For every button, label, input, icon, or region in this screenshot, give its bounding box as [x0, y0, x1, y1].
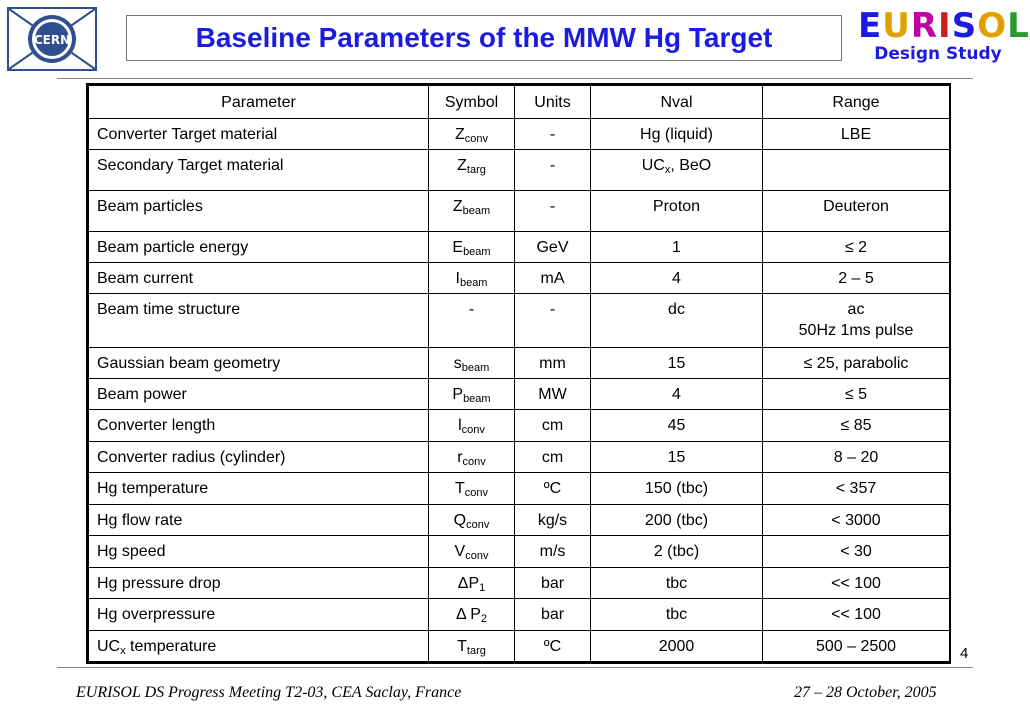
table-row: [89, 536, 950, 568]
symbol-main: Z: [454, 126, 465, 143]
symbol-main: s: [453, 355, 462, 372]
cell-parameter: Beam power: [89, 379, 429, 410]
cell-units: cm: [515, 410, 591, 442]
cell-parameter: Beam time structure: [89, 294, 429, 348]
cell-symbol: [429, 232, 515, 263]
cell-nval: 15: [591, 442, 763, 473]
symbol-main: T: [457, 638, 467, 655]
table-row: [89, 442, 950, 473]
eurisol-letter: R: [910, 6, 939, 46]
symbol-subscript: beam: [462, 205, 491, 217]
table-row: [89, 631, 950, 662]
cell-range: 2 – 5: [763, 263, 950, 294]
table-row: [89, 119, 950, 150]
cell-units: MW: [515, 379, 591, 410]
cell-parameter: Hg temperature: [89, 473, 429, 505]
cell-symbol: [429, 505, 515, 536]
cell-nval: dc: [591, 294, 763, 348]
symbol-main: ΔP: [457, 575, 480, 592]
cell-parameter: Hg pressure drop: [89, 568, 429, 599]
table-row: [89, 150, 950, 191]
cell-nval: 2000: [591, 631, 763, 662]
footer-event: EURISOL DS Progress Meeting T2-03, CEA Saclay, France: [76, 684, 462, 701]
cell-symbol: [429, 599, 515, 631]
cell-parameter: Hg flow rate: [89, 505, 429, 536]
cell-range: ≤ 85: [763, 410, 950, 442]
table-row: [89, 191, 950, 232]
cell-symbol: [429, 473, 515, 505]
table-row: [89, 410, 950, 442]
table-row: [89, 379, 950, 410]
cell-parameter: Converter radius (cylinder): [89, 442, 429, 473]
cell-range: 8 – 20: [763, 442, 950, 473]
cell-parameter: Gaussian beam geometry: [89, 348, 429, 379]
cell-range: LBE: [763, 119, 950, 150]
symbol-subscript: conv: [465, 550, 489, 562]
symbol-subscript: conv: [466, 519, 490, 531]
cell-nval: 45: [591, 410, 763, 442]
symbol-main: Z: [452, 198, 463, 215]
cell-nval: Hg (liquid): [591, 119, 763, 150]
cell-nval: 150 (tbc): [591, 473, 763, 505]
header-divider: [57, 78, 973, 79]
symbol-main: P: [452, 386, 464, 403]
cell-symbol: [429, 379, 515, 410]
eurisol-letter: S: [951, 6, 978, 46]
header-parameter: Parameter: [89, 86, 429, 119]
eurisol-subtitle: Design Study: [874, 44, 1002, 64]
cell-parameter: Hg overpressure: [89, 599, 429, 631]
symbol-main: Q: [453, 512, 467, 529]
cell-parameter: $UC_x$ temperature: [89, 631, 429, 662]
cell-parameter: Beam current: [89, 263, 429, 294]
cell-units: mm: [515, 348, 591, 379]
symbol-main: Δ P: [455, 606, 481, 623]
symbol-main: I: [455, 270, 460, 287]
symbol-subscript: beam: [463, 393, 491, 405]
eurisol-logo: [858, 6, 1030, 72]
cell-units: kg/s: [515, 505, 591, 536]
footer-divider: [57, 667, 973, 668]
table-row: [89, 263, 950, 294]
cell-range: ac 50Hz 1ms pulse: [763, 294, 950, 348]
cell-units: m/s: [515, 536, 591, 568]
cell-nval: 200 (tbc): [591, 505, 763, 536]
symbol-subscript: 1: [479, 582, 486, 594]
cell-parameter: Hg speed: [89, 536, 429, 568]
cern-logo-text: CERN: [33, 33, 71, 47]
symbol-subscript: beam: [461, 362, 490, 374]
cell-units: bar: [515, 599, 591, 631]
symbol-main: -: [468, 301, 475, 318]
cell-nval: $UC_x$, BeO: [591, 150, 763, 191]
cell-parameter: Beam particle energy: [89, 232, 429, 263]
page-number: 4: [960, 645, 969, 662]
eurisol-letter: U: [882, 6, 911, 46]
header-range: Range: [763, 86, 950, 119]
cell-nval: Proton: [591, 191, 763, 232]
header-units: Units: [515, 86, 591, 119]
cell-units: cm: [515, 442, 591, 473]
cell-symbol: [429, 348, 515, 379]
eurisol-letter: L: [1007, 6, 1030, 46]
cell-nval: 15: [591, 348, 763, 379]
cell-units: -: [515, 294, 591, 348]
cell-range: ≤ 25, parabolic: [763, 348, 950, 379]
cell-range: << 100: [763, 568, 950, 599]
symbol-subscript: beam: [463, 246, 491, 258]
cell-nval: 2 (tbc): [591, 536, 763, 568]
table-row: [89, 599, 950, 631]
cell-parameter: Beam particles: [89, 191, 429, 232]
page-title: Baseline Parameters of the MMW Hg Target: [195, 22, 773, 53]
cell-range: < 357: [763, 473, 950, 505]
table-row: [89, 232, 950, 263]
cell-nval: 1: [591, 232, 763, 263]
cell-range: << 100: [763, 599, 950, 631]
symbol-subscript: targ: [466, 164, 486, 176]
symbol-subscript: conv: [464, 133, 489, 145]
cell-symbol: [429, 631, 515, 662]
table-row: [89, 294, 950, 348]
cell-range: 500 – 2500: [763, 631, 950, 662]
cell-parameter: Secondary Target material: [89, 150, 429, 191]
table-row: [89, 505, 950, 536]
cell-symbol: [429, 294, 515, 348]
table-row: [89, 473, 950, 505]
symbol-main: V: [454, 543, 466, 560]
cell-symbol: [429, 263, 515, 294]
symbol-subscript: conv: [462, 456, 486, 468]
cell-nval: tbc: [591, 599, 763, 631]
cell-symbol: [429, 119, 515, 150]
cell-units: mA: [515, 263, 591, 294]
header-nval: Nval: [591, 86, 763, 119]
cell-units: ºC: [515, 473, 591, 505]
cell-units: -: [515, 150, 591, 191]
cell-parameter: Converter Target material: [89, 119, 429, 150]
header-symbol: Symbol: [429, 86, 515, 119]
cell-nval: 4: [591, 379, 763, 410]
table-row: [89, 348, 950, 379]
symbol-main: E: [452, 239, 464, 256]
eurisol-letter: O: [977, 6, 1008, 46]
cell-symbol: [429, 568, 515, 599]
symbol-subscript: conv: [461, 424, 485, 436]
cell-symbol: [429, 442, 515, 473]
cell-range: [763, 150, 950, 191]
cell-range: Deuteron: [763, 191, 950, 232]
cell-symbol: [429, 410, 515, 442]
cell-units: -: [515, 191, 591, 232]
cell-nval: tbc: [591, 568, 763, 599]
symbol-subscript: conv: [464, 487, 489, 499]
cell-nval: 4: [591, 263, 763, 294]
cell-symbol: [429, 150, 515, 191]
eurisol-letter: E: [858, 6, 883, 46]
symbol-main: r: [457, 449, 463, 466]
symbol-subscript: beam: [459, 277, 488, 289]
cell-units: bar: [515, 568, 591, 599]
cell-range: ≤ 5: [763, 379, 950, 410]
cell-units: -: [515, 119, 591, 150]
cell-symbol: [429, 536, 515, 568]
symbol-subscript: targ: [466, 645, 486, 657]
eurisol-letter: I: [938, 6, 952, 46]
cell-range: ≤ 2: [763, 232, 950, 263]
symbol-subscript: 2: [480, 613, 488, 625]
eurisol-wordmark: [858, 6, 1030, 46]
symbol-main: l: [458, 417, 462, 434]
symbol-main: T: [454, 480, 465, 497]
table-row: [89, 568, 950, 599]
symbol-main: Z: [457, 157, 467, 174]
table-header-row: [89, 86, 950, 119]
cell-range: < 30: [763, 536, 950, 568]
cell-units: GeV: [515, 232, 591, 263]
cell-parameter: Converter length: [89, 410, 429, 442]
cell-symbol: [429, 191, 515, 232]
cern-logo: [7, 7, 97, 71]
cell-range: < 3000: [763, 505, 950, 536]
cell-units: ºC: [515, 631, 591, 662]
title-box: [126, 15, 842, 61]
footer-date: 27 – 28 October, 2005: [794, 684, 937, 701]
parameters-table: [86, 83, 951, 664]
